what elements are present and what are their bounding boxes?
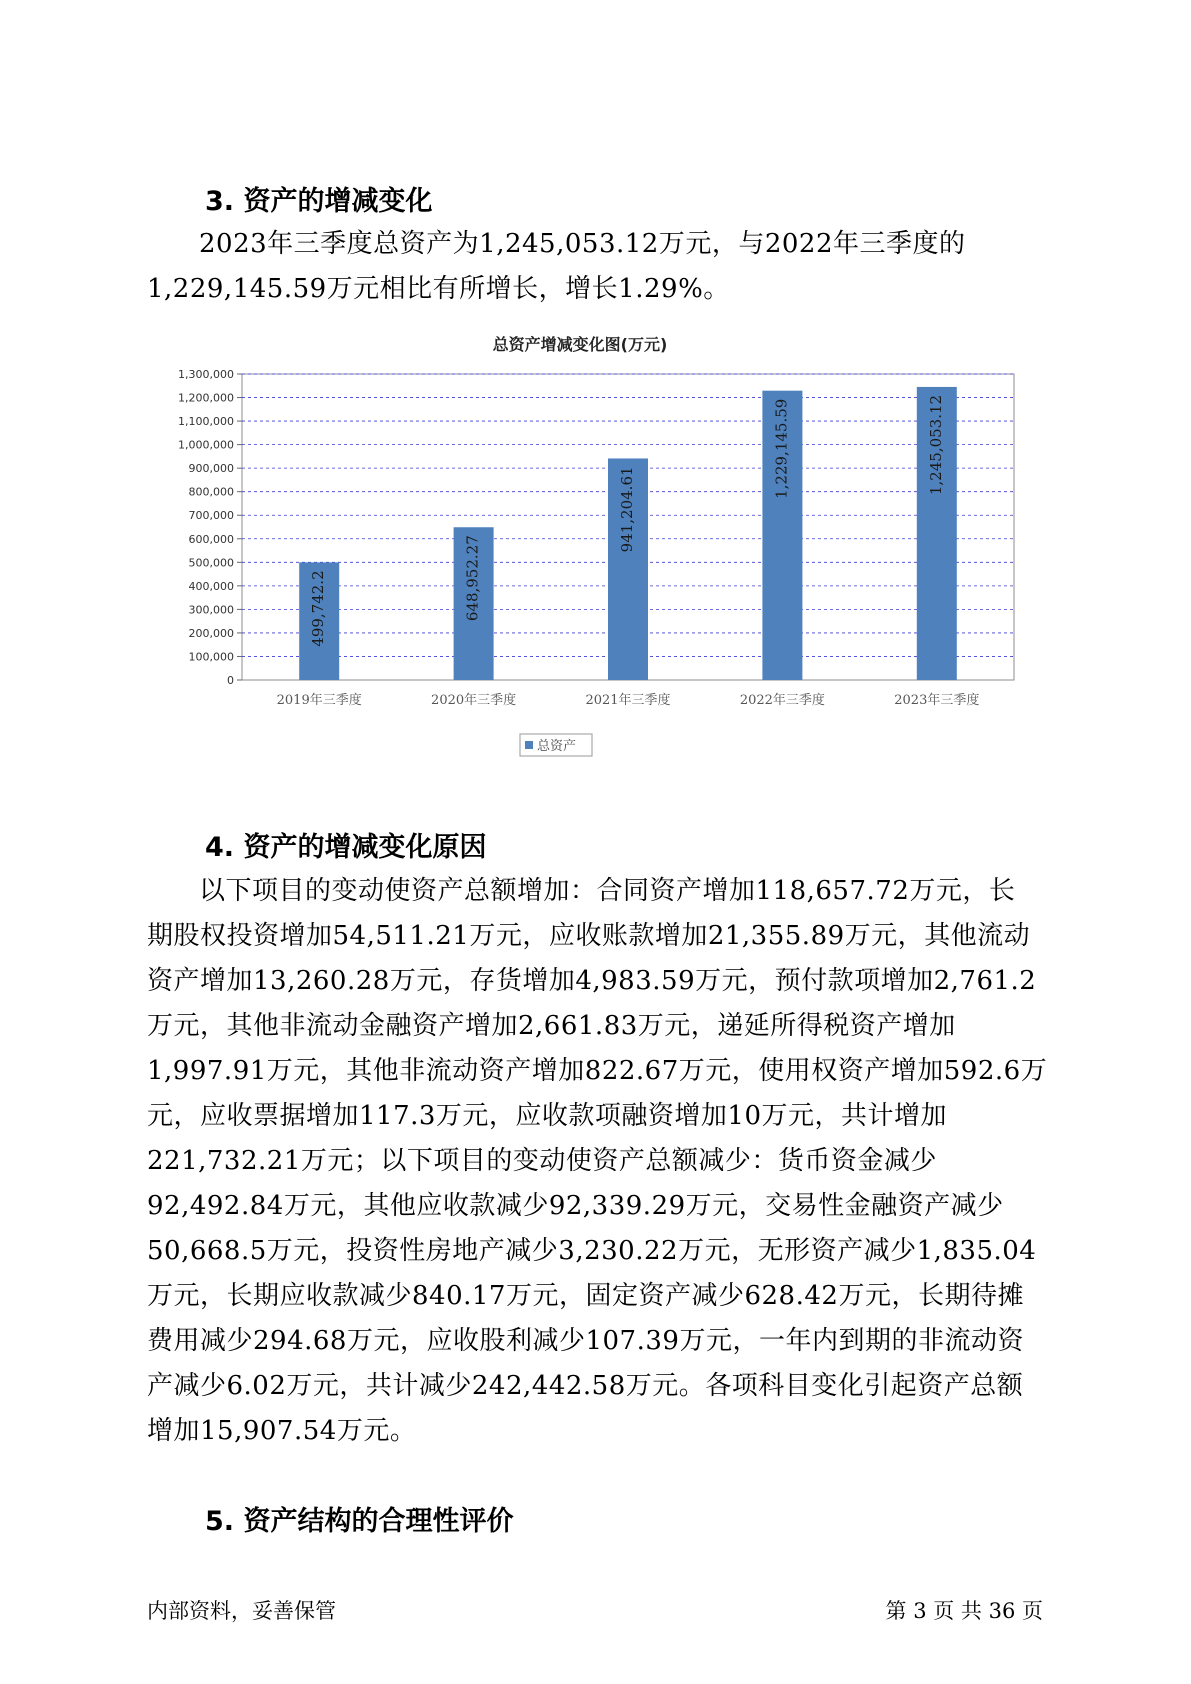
y-tick-label: 1,300,000 (178, 368, 234, 381)
x-tick-label: 2023年三季度 (894, 693, 980, 708)
paragraph-line: 2023年三季度总资产为1,245,053.12万元，与2022年三季度的 (199, 229, 966, 259)
legend-label: 总资产 (537, 739, 577, 754)
total-assets-chart (160, 332, 1030, 812)
footer-confidential-note: 内部资料，妥善保管 (147, 1599, 336, 1623)
section-3-paragraph (147, 222, 1047, 312)
x-tick-label: 2019年三季度 (276, 693, 362, 708)
y-tick-label: 600,000 (188, 532, 234, 546)
bar-data-label: 499,742.2 (309, 570, 328, 647)
paragraph-line: 92,492.84万元，其他应收款减少92,339.29万元，交易性金融资产减少 (147, 1191, 1004, 1221)
y-tick-label: 0 (227, 674, 234, 687)
paragraph-line: 221,732.21万元；以下项目的变动使资产总额减少：货币资金减少 (147, 1146, 937, 1176)
y-tick-label: 400,000 (188, 579, 234, 593)
paragraph-line: 万元，其他非流动金融资产增加2,661.83万元，递延所得税资产增加 (147, 1011, 956, 1041)
y-tick-label: 1,100,000 (178, 415, 234, 429)
x-tick-label: 2022年三季度 (739, 693, 825, 708)
paragraph-line: 资产增加13,260.28万元，存货增加4,983.59万元，预付款项增加2,761.2 (147, 966, 1037, 996)
y-tick-label: 800,000 (188, 485, 234, 499)
y-tick-label: 700,000 (188, 509, 234, 523)
paragraph-line: 增加15,907.54万元。 (147, 1416, 417, 1446)
section-4-paragraph (147, 869, 1047, 1454)
paragraph-line: 万元，长期应收款减少840.17万元，固定资产减少628.42万元，长期待摊 (147, 1281, 1024, 1311)
x-tick-label: 2021年三季度 (585, 693, 671, 708)
paragraph-line: 元，应收票据增加117.3万元，应收款项融资增加10万元，共计增加 (147, 1101, 948, 1131)
y-tick-label: 300,000 (188, 603, 234, 617)
paragraph-line: 1,229,145.59万元相比有所增长，增长1.29%。 (147, 274, 730, 304)
section-5-heading: 5. 资产结构的合理性评价 (205, 1506, 514, 1537)
paragraph-line: 1,997.91万元，其他非流动资产增加822.67万元，使用权资产增加592.6万 (147, 1056, 1048, 1086)
bar-data-label: 1,245,053.12 (926, 394, 945, 496)
paragraph-line: 50,668.5万元，投资性房地产减少3,230.22万元，无形资产减少1,835.04 (147, 1236, 1037, 1266)
bar-data-label: 648,952.27 (463, 535, 482, 622)
bar-data-label: 1,229,145.59 (772, 398, 791, 499)
y-tick-label: 500,000 (188, 556, 234, 570)
y-tick-label: 200,000 (188, 626, 234, 640)
y-axis-ticks (178, 368, 242, 687)
paragraph-line: 以下项目的变动使资产总额增加：合同资产增加118,657.72万元，长 (199, 876, 1016, 906)
paragraph-line: 产减少6.02万元，共计减少242,442.58万元。各项科目变化引起资产总额 (147, 1371, 1024, 1401)
legend-swatch (525, 741, 533, 749)
section-4-heading: 4. 资产的增减变化原因 (205, 832, 487, 863)
section-3-heading: 3. 资产的增减变化 (205, 186, 433, 217)
paragraph-line: 期股权投资增加54,511.21万元，应收账款增加21,355.89万元，其他流动 (147, 921, 1031, 951)
y-tick-label: 900,000 (188, 462, 234, 476)
y-tick-label: 1,000,000 (178, 438, 234, 452)
chart-legend (520, 734, 592, 756)
paragraph-line: 费用减少294.68万元，应收股利减少107.39万元，一年内到期的非流动资 (147, 1326, 1024, 1356)
x-tick-label: 2020年三季度 (431, 693, 517, 708)
y-tick-label: 100,000 (188, 650, 234, 664)
bar-data-label: 941,204.61 (618, 466, 636, 553)
y-tick-label: 1,200,000 (178, 391, 234, 405)
x-axis-ticks (277, 692, 980, 708)
footer-page-number: 第 3 页 共 36 页 (885, 1599, 1043, 1623)
chart-title: 总资产增减变化图(万元) (492, 335, 668, 354)
